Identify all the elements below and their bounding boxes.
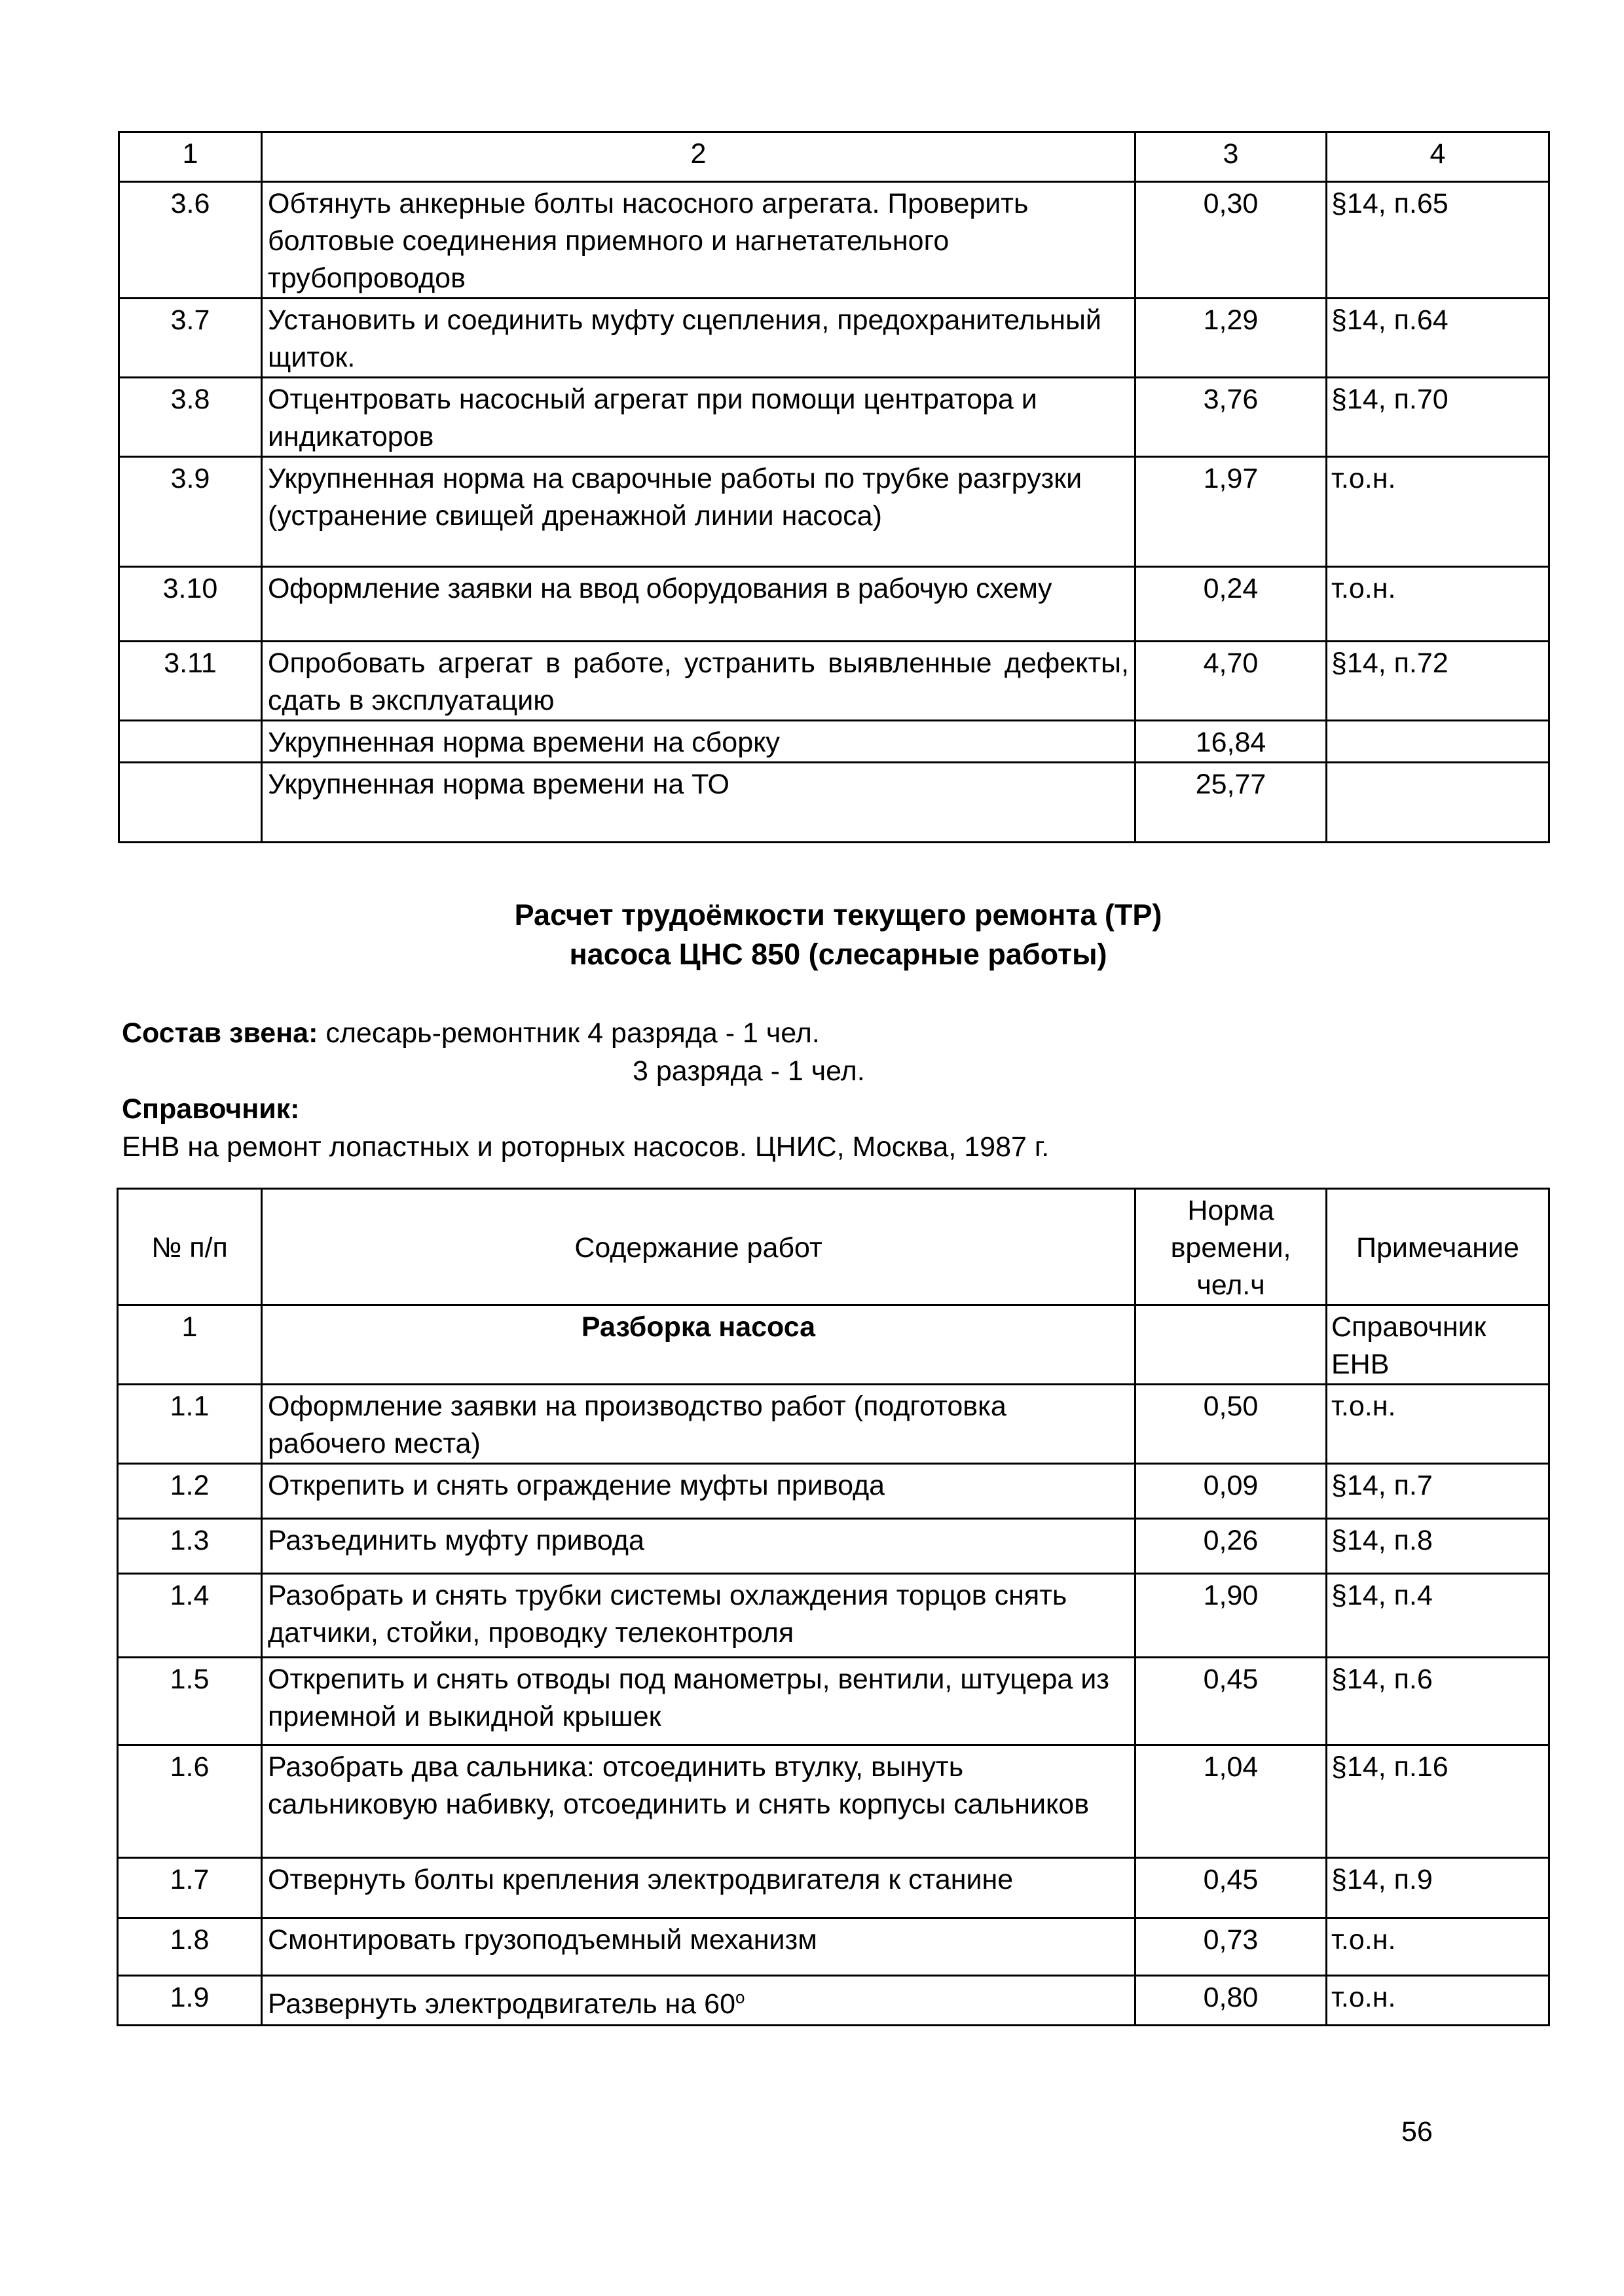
main-table	[117, 1188, 1550, 2026]
time-norm: 4,70	[1135, 642, 1327, 721]
top-table	[118, 131, 1550, 843]
note: т.о.н.	[1327, 457, 1549, 567]
row-number	[119, 763, 262, 843]
row-number: 1.7	[118, 1858, 262, 1918]
time-norm: 16,84	[1135, 721, 1327, 763]
row-number: 1.1	[118, 1385, 262, 1464]
title-line-1: Расчет трудоёмкости текущего ремонта (ТР)	[514, 898, 1162, 932]
note: т.о.н.	[1327, 567, 1549, 642]
row-number	[119, 721, 262, 763]
note	[1327, 763, 1549, 843]
crew-line-1: слесарь-ремонтник 4 разряда - 1 чел.	[318, 1017, 820, 1049]
page-number: 56	[1401, 2116, 1433, 2147]
table-header-row	[119, 132, 1549, 182]
time-norm: 1,97	[1135, 457, 1327, 567]
header-norm-line: чел.ч	[1196, 1269, 1265, 1301]
time-norm: 0,45	[1135, 1658, 1327, 1745]
note: §14, п.8	[1327, 1519, 1549, 1574]
row-number: 3.11	[119, 642, 262, 721]
table-row	[118, 1918, 1549, 1976]
work-description: Разобрать и снять трубки системы охлаждения торцов снять датчики, стойки, проводку телеконтроля	[262, 1574, 1135, 1658]
time-norm: 0,73	[1135, 1918, 1327, 1976]
header-cell: 1	[119, 132, 262, 182]
row-number: 3.6	[119, 182, 262, 299]
note: Справочник ЕНВ	[1327, 1305, 1549, 1385]
work-description: Оформление заявки на производство работ (подготовка рабочего места)	[262, 1385, 1135, 1464]
time-norm: 1,90	[1135, 1574, 1327, 1658]
work-description: Укрупненная норма на сварочные работы по трубке разгрузки (устранение свищей дренажной линии насоса)	[262, 457, 1135, 567]
time-norm: 0,80	[1135, 1976, 1327, 2026]
table-row	[118, 1574, 1549, 1658]
row-number: 3.8	[119, 378, 262, 457]
reference-text: ЕНВ на ремонт лопастных и роторных насосов. ЦНИС, Москва, 1987 г.	[122, 1131, 1050, 1163]
note: §14, п.16	[1327, 1745, 1549, 1858]
table-row	[119, 763, 1549, 843]
row-number: 1.5	[118, 1658, 262, 1745]
row-number: 3.9	[119, 457, 262, 567]
work-description: Разъединить муфту привода	[262, 1519, 1135, 1574]
note: §14, п.64	[1327, 299, 1549, 378]
crew-composition	[122, 1015, 820, 1052]
work-description: Открепить и снять отводы под манометры, вентили, штуцера из приемной и выкидной крышек	[262, 1658, 1135, 1745]
title-line-2: насоса ЦНС 850 (слесарные работы)	[569, 938, 1107, 971]
table-header-row	[118, 1189, 1549, 1305]
table-row	[119, 182, 1549, 299]
work-description: Открепить и снять ограждение муфты привода	[262, 1464, 1135, 1519]
note: т.о.н.	[1327, 1918, 1549, 1976]
table-row	[118, 1658, 1549, 1745]
table-row	[119, 567, 1549, 642]
row-number: 1.3	[118, 1519, 262, 1574]
crew-line-2: 3 разряда - 1 чел.	[633, 1055, 865, 1087]
section-heading: Разборка насоса	[262, 1305, 1135, 1385]
time-norm: 0,50	[1135, 1385, 1327, 1464]
note: т.о.н.	[1327, 1976, 1549, 2026]
table-row	[118, 1519, 1549, 1574]
table-row	[118, 1385, 1549, 1464]
row-number: 1.6	[118, 1745, 262, 1858]
header-norm-line: Норма	[1187, 1195, 1274, 1226]
time-norm: 1,29	[1135, 299, 1327, 378]
table-row	[119, 457, 1549, 567]
crew-label: Состав звена:	[122, 1017, 318, 1049]
table-row	[118, 1464, 1549, 1519]
header-cell: 2	[262, 132, 1135, 182]
time-norm: 0,30	[1135, 182, 1327, 299]
header-number: № п/п	[118, 1189, 262, 1305]
header-cell: 4	[1327, 132, 1549, 182]
row-number: 3.10	[119, 567, 262, 642]
table-row	[119, 721, 1549, 763]
header-content: Содержание работ	[262, 1189, 1135, 1305]
table-row	[118, 1745, 1549, 1858]
note: §14, п.9	[1327, 1858, 1549, 1918]
work-description: Укрупненная норма времени на сборку	[262, 721, 1135, 763]
work-description: Обтянуть анкерные болты насосного агрегата. Проверить болтовые соединения приемного и нагнетательного трубопроводов	[262, 182, 1135, 299]
note	[1327, 721, 1549, 763]
work-description: Отцентровать насосный агрегат при помощи центратора и индикаторов	[262, 378, 1135, 457]
time-norm: 0,45	[1135, 1858, 1327, 1918]
work-description: Укрупненная норма времени на ТО	[262, 763, 1135, 843]
table-row	[119, 642, 1549, 721]
time-norm: 3,76	[1135, 378, 1327, 457]
time-norm: 0,24	[1135, 567, 1327, 642]
table-row	[119, 299, 1549, 378]
time-norm: 25,77	[1135, 763, 1327, 843]
work-description: Разобрать два сальника: отсоединить втулку, вынуть сальниковую набивку, отсоединить и снять корпусы сальников	[262, 1745, 1135, 1858]
section-title	[118, 896, 1559, 974]
note: §14, п.70	[1327, 378, 1549, 457]
table-row	[119, 378, 1549, 457]
row-number: 1.2	[118, 1464, 262, 1519]
header-cell: 3	[1135, 132, 1327, 182]
work-description-text: Развернуть электродвигатель на 60	[268, 1988, 735, 2020]
degree-superscript: o	[735, 1987, 745, 2007]
header-note: Примечание	[1327, 1189, 1549, 1305]
time-norm: 0,09	[1135, 1464, 1327, 1519]
row-number: 1.9	[118, 1976, 262, 2026]
note: §14, п.6	[1327, 1658, 1549, 1745]
header-norm-line: времени,	[1170, 1232, 1291, 1264]
section-row	[118, 1305, 1549, 1385]
work-description: Оформление заявки на ввод оборудования в рабочую схему	[262, 567, 1135, 642]
table-row	[118, 1976, 1549, 2026]
work-description: Опробовать агрегат в работе, устранить выявленные дефекты, сдать в эксплуатацию	[262, 642, 1135, 721]
work-description: Смонтировать грузоподъемный механизм	[262, 1918, 1135, 1976]
note: т.о.н.	[1327, 1385, 1549, 1464]
note: §14, п.72	[1327, 642, 1549, 721]
work-description: Отвернуть болты крепления электродвигателя к станине	[262, 1858, 1135, 1918]
row-number: 1	[118, 1305, 262, 1385]
time-norm: 1,04	[1135, 1745, 1327, 1858]
reference-label: Справочник:	[122, 1093, 300, 1125]
table-row	[118, 1858, 1549, 1918]
header-norm	[1135, 1189, 1327, 1305]
note: §14, п.4	[1327, 1574, 1549, 1658]
time-norm	[1135, 1305, 1327, 1385]
work-description	[262, 1976, 1135, 2026]
note: §14, п.65	[1327, 182, 1549, 299]
time-norm: 0,26	[1135, 1519, 1327, 1574]
row-number: 1.4	[118, 1574, 262, 1658]
work-description: Установить и соединить муфту сцепления, предохранительный щиток.	[262, 299, 1135, 378]
note: §14, п.7	[1327, 1464, 1549, 1519]
row-number: 3.7	[119, 299, 262, 378]
row-number: 1.8	[118, 1918, 262, 1976]
